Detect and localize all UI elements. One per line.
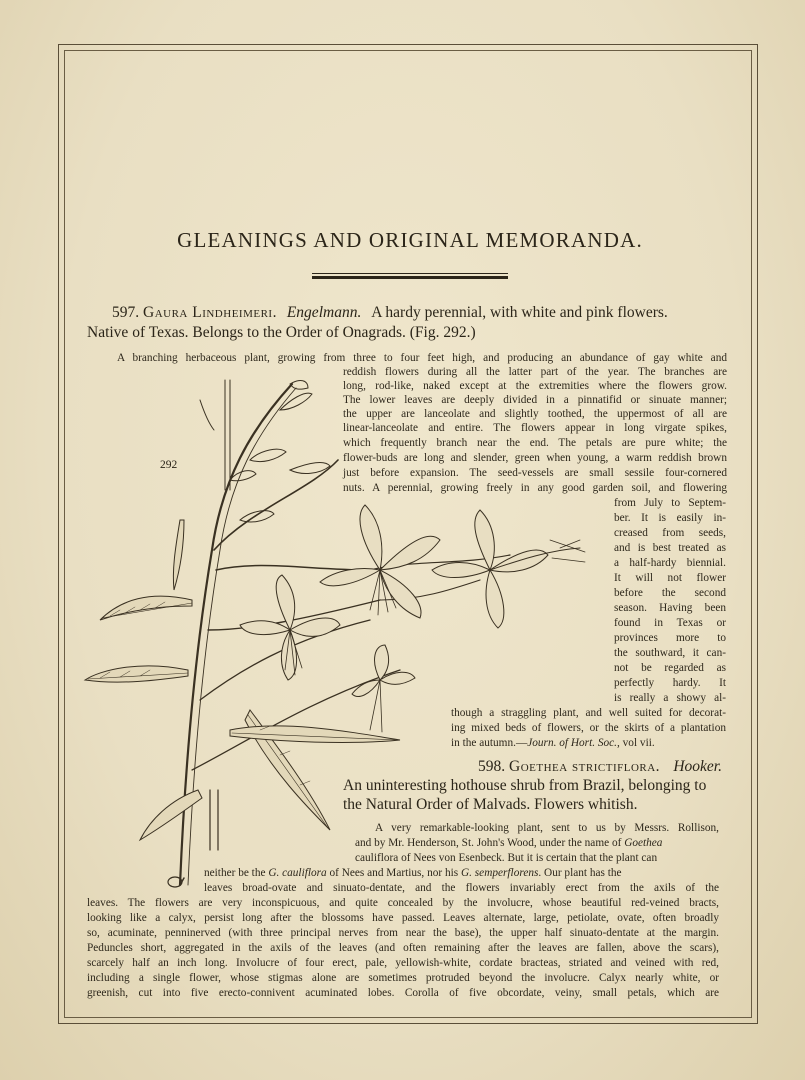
entry-598-text: cauliflora of Nees von Esenbeck. But it is certain that the plant can <box>355 852 658 864</box>
entry-597-line: It will not flower <box>614 572 726 584</box>
entry-597-line: A branching herbaceous plant, growing from three to four feet high, and producing an abundance of gay white and <box>117 352 727 364</box>
entry-598-text: neither be the <box>204 867 266 879</box>
title-rule-thick <box>312 276 508 279</box>
entry-597-genus: Gaura Lindheimeri. <box>143 304 277 321</box>
entry-598-line: greenish, cut into five erecto-connivent acuminated lobes. Corolla of five obcordate, veiny, small petals, which are <box>87 987 719 999</box>
entry-598-heading-line2: the Natural Order of Malvads. Flowers whitish. <box>343 796 638 813</box>
entry-597-line: ing mixed beds of flowers, or the skirts of a plantation <box>451 722 726 734</box>
entry-597-source-volume: vol vii. <box>622 737 655 749</box>
entry-598-line: leaves. The flowers are very inconspicuous, and quite concealed by the involucre, whose beautiful red-veined bracts, <box>87 897 719 909</box>
entry-597-line: season. Having been <box>614 602 726 614</box>
entry-597-line: not be regarded as <box>614 662 726 674</box>
entry-598-line: so, acuminate, penninerved (with three principal nerves from near the base), the upper half sinuato-dentate at the margin. <box>87 927 719 939</box>
entry-597-line: linear-lanceolate and entire. The flowers appear in long virgate spikes, <box>343 422 727 434</box>
entry-597-line: creased from seeds, <box>614 527 726 539</box>
entry-598-line: scarcely half an inch long. Involucre of four erect, pale, yellowish-white, cordate bracteas, striated and veined with red, <box>87 957 719 969</box>
entry-597-line: flower-buds are long and slender, green when young, a warm reddish brown <box>343 452 727 464</box>
entry-598-goethea: Goethea <box>624 837 663 849</box>
entry-597-line: just before expansion. The seed-vessels are small sessile four-cornered <box>343 467 727 479</box>
entry-597-heading-line2: Native of Texas. Belongs to the Order of Onagrads. (Fig. 292.) <box>87 324 476 341</box>
entry-598-line: Peduncles short, aggregated in the axils of the leaves (and often remaining after the leaves are fallen, above the scars), <box>87 942 719 954</box>
entry-598-line: looking like a calyx, persist long after the blossoms have passed. Leaves alternate, large, petiolate, ovate, often broadly <box>87 912 719 924</box>
entry-597-authority: Engelmann. <box>286 304 362 321</box>
entry-597-line: is really a showy al- <box>614 692 726 704</box>
entry-597-line: and is best treated as <box>614 542 726 554</box>
entry-598-number: 598. <box>478 758 506 775</box>
entry-597-line: the southward, it can- <box>614 647 726 659</box>
entry-597-number: 597. <box>112 304 140 321</box>
entry-598-genus: Goethea strictiflora. <box>509 758 661 775</box>
entry-597-heading <box>112 304 726 322</box>
entry-597-line: provinces more to <box>614 632 726 644</box>
entry-597-line: reddish flowers during all the latter part of the year. The branches are <box>343 366 727 378</box>
entry-598-line: including a single flower, whose stigmas alone are sometimes protruded beyond the involucre. Calyx nearly white, or <box>87 972 719 984</box>
entry-597-line: before the second <box>614 587 726 599</box>
figure-number: 292 <box>160 459 178 471</box>
entry-597-line: found in Texas or <box>614 617 726 629</box>
page-title: GLEANINGS AND ORIGINAL MEMORANDA. <box>177 228 643 252</box>
entry-598-line: leaves broad-ovate and sinuato-dentate, and the flowers invariably erect from the axils of the <box>204 882 719 894</box>
entry-598-heading-line1: An uninteresting hothouse shrub from Brazil, belonging to <box>343 777 707 794</box>
entry-598-line: A very remarkable-looking plant, sent to us by Messrs. Rollison, <box>375 822 719 834</box>
entry-597-source: Journ. of Hort. Soc., <box>527 737 620 749</box>
entry-597-line: perfectly hardy. It <box>614 677 726 689</box>
entry-597-line: nuts. A perennial, growing freely in any good garden soil, and flowering <box>343 482 727 494</box>
entry-598-authority: Hooker. <box>673 758 722 775</box>
entry-598-g-semperflorens: G. semperflorens <box>460 867 539 879</box>
entry-597-summary: A hardy perennial, with white and pink flowers. <box>371 304 668 321</box>
gaura-engraving <box>80 370 590 890</box>
entry-597-line: from July to Septem- <box>614 497 726 509</box>
entry-597-line: ber. It is easily in- <box>614 512 726 524</box>
entry-598-text: and by Mr. Henderson, St. John's Wood, under the name of <box>355 837 622 849</box>
entry-598-text: . Our plant has the <box>538 867 622 879</box>
entry-598-g-cauliflora: G. cauliflora <box>268 867 327 879</box>
title-rule-thin <box>312 273 508 274</box>
entry-597-line: The lower leaves are deeply divided in a pinnatifid or sinuate manner; <box>343 394 727 406</box>
entry-597-line: a half-hardy biennial. <box>614 557 726 569</box>
entry-597-line: long, rod-like, naked except at the extremities where the flowers grow. <box>343 380 727 392</box>
entry-597-line: though a straggling plant, and well suited for decorat- <box>451 707 726 719</box>
entry-598-text: of Nees and Martius, nor his <box>329 867 459 879</box>
entry-597-line: which frequently branch near the end. The petals are pure white; the <box>343 437 727 449</box>
entry-597-closing-text: in the autumn.— <box>451 737 528 749</box>
entry-597-line: the upper are lanceolate and slightly toothed, the uppermost of all are <box>343 408 727 420</box>
